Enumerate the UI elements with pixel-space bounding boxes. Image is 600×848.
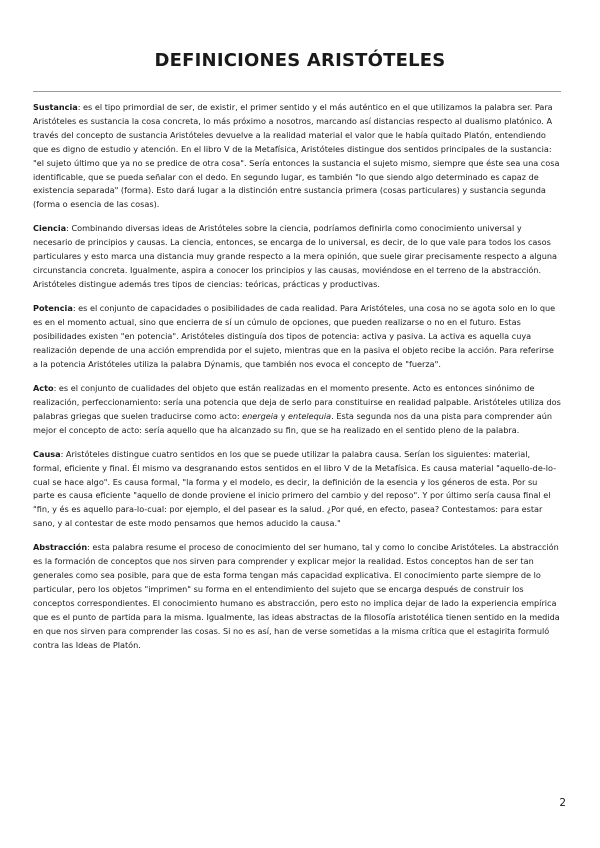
term-ciencia: Ciencia — [33, 223, 67, 234]
page-number: 2 — [559, 797, 566, 809]
definition-sustancia-text: : es el tipo primordial de ser, de existir, el primer sentido y el más auténtico en el que utilizamos la palabra ser. Para Aristóteles es sustancia la cosa concreta, lo más próximo a nosotros, marcando así distancias respecto al dualismo platónico. A través del concepto de sustancia Aristóteles devuelve a la realidad material el valor que le había quitado Platón, entendiendo que es digno de estudio y atención. En el libro V de la Metafísica, Aristóteles distingue dos sentidos principales de la sustancia: "el sujeto último que ya no se predice de otra cosa". Sería entonces la sustancia el sujeto mismo, siempre que éste sea una cosa identificable, que se pueda señalar con el dedo. En segundo lugar, es también "lo que siendo algo determinado es capaz de existencia separada" (forma). Esto dará lugar a la distinción entre sustancia primera (cosas particulares) y sustancia segunda (forma o esencia de las cosas). — [33, 102, 560, 210]
definitions-body — [33, 101, 561, 663]
definition-acto-connector: y — [278, 410, 289, 421]
definition-sustancia — [33, 101, 561, 212]
page-title: DEFINICIONES ARISTÓTELES — [154, 50, 446, 71]
definition-ciencia-text: : Combinando diversas ideas de Aristóteles sobre la ciencia, podríamos definirla como conocimiento universal y necesario de principios y causas. La ciencia, entonces, se encarga de lo universal, es decir, de lo que vale para todos los casos particulares y esto marca una distancia muy grande respecto a la mera opinión, que suele girar precisamente respecto a alguna circunstancia concreta. Igualmente, aspira a conocer los principios y las causas, moviéndose en el terreno de la abstracción. Aristóteles distingue además tres tipos de ciencias: teóricas, prácticas y productivas. — [33, 223, 557, 290]
term-abstraccion: Abstracción — [33, 542, 88, 553]
definition-acto-text-after: . Esta segunda nos da una pista para comprender aún mejor el concepto de acto: sería aquello que ha alcanzado su fin, que se ha realizado en el sentido pleno de la palabra. — [33, 410, 552, 435]
greek-word-entelequia: entelequia — [288, 410, 332, 421]
definition-causa-text: : Aristóteles distingue cuatro sentidos en los que se puede utilizar la palabra causa. Serían los siguientes: material, formal, eficiente y final. Él mismo va desgranando estos sentidos en el libro V de la Metafísica. Es causa material "aquello-de-lo-cual se hace algo". Es causa formal, "la forma y el modelo, es decir, la definición de la esencia y los géneros de esta. Por su parte es causa eficiente "aquello de donde proviene el inicio primero del cambio y del reposo". Y por último sería causa final el "fin, y és es aquello para-lo-cual: por ejemplo, el del pasear es la salud. ¿Por qué, en efecto, pasea? Contestamos: para estar sano, y al contestar de este modo pensamos que hemos aducido la causa." — [33, 448, 557, 529]
definition-abstraccion-text: : esta palabra resume el proceso de conocimiento del ser humano, tal y como lo concibe Aristóteles. La abstracción es la formación de conceptos que nos sirven para comprender y explicar mejor la realidad. Estos conceptos han de ser tan generales como sea posible, para que de esta forma tengan más capacidad explicativa. El conocimiento parte siempre de lo particular, pero los objetos "imprimen" su forma en el entendimiento del sujeto que se encarga después de construir los conceptos correspondientes. El conocimiento humano es abstracción, pero esto no implica dejar de lado la experiencia empírica que es el punto de partida para la misma. Igualmente, las ideas abstractas de la filosofía aristotélica tienen sentido en la medida en que nos sirven para comprender las cosas. Si no es así, han de verse sometidas a la misma crítica que el estagirita formuló contra las Ideas de Platón. — [33, 542, 560, 650]
definition-abstraccion — [33, 541, 561, 652]
term-acto: Acto — [33, 382, 54, 393]
term-sustancia: Sustancia — [33, 102, 78, 112]
definition-acto — [33, 382, 561, 438]
definition-potencia-text: : es el conjunto de capacidades o posibilidades de cada realidad. Para Aristóteles, una cosa no se agota solo en lo que es en el momento actual, sino que encierra de sí un cúmulo de opciones, que pueden realizarse o no en el futuro. Estas posibilidades existen "en potencia". Aristóteles distinguía dos tipos de potencia: activa y pasiva. La activa es aquella cuya realización depende de una acción emprendida por el sujeto, mientras que en la pasiva el objeto recibe la acción. Para referirse a la potencia Aristóteles utiliza la palabra Dýnamis, que también nos evoca el concepto de "fuerza". — [33, 303, 556, 369]
term-causa: Causa — [33, 448, 61, 459]
definition-ciencia — [33, 222, 561, 292]
definition-potencia — [33, 302, 561, 372]
greek-word-energeia: energeia — [242, 410, 279, 421]
definition-causa — [33, 448, 561, 531]
title-divider — [33, 91, 561, 92]
term-potencia: Potencia — [33, 303, 73, 314]
definition-acto-text-before: : es el conjunto de cualidades del objeto que están realizadas en el momento presente. Acto es entonces sinónimo de realización, perfeccionamiento: sería una potencia que deja de serlo para constituirse en realidad palpable. Aristóteles utiliza dos palabras griegas que suelen traducirse como acto: — [33, 382, 561, 421]
